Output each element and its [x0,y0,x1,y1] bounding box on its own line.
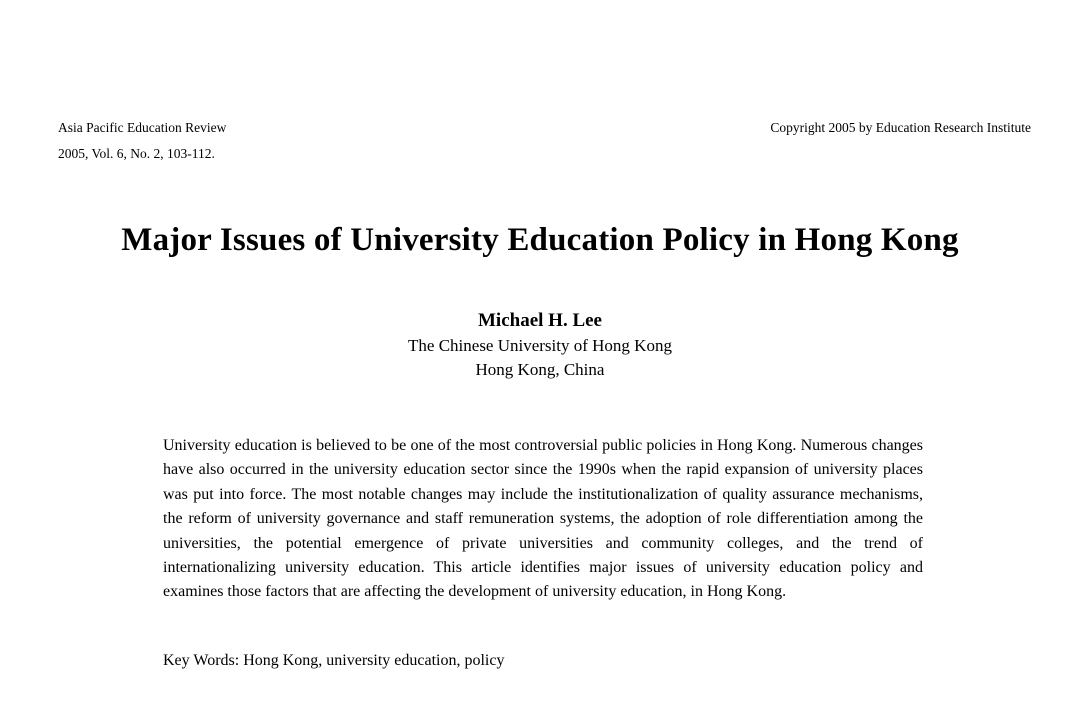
journal-header [58,115,1031,167]
journal-name: Asia Pacific Education Review [58,120,227,135]
journal-issue: 2005, Vol. 6, No. 2, 103-112. [58,146,215,161]
author-block [0,308,1080,382]
abstract-text: University education is believed to be one of the most controversial public policies in Hong Kong. Numerous changes have also occurred in the university education sector since the 1990s when the rapid expansion of university places was put into force. The most notable changes may include the institutionalization of quality assurance mechanisms, the reform of university governance and staff remuneration systems, the adoption of role differentiation among the universities, the potential emergence of private universities and community colleges, and the trend of internationalizing university education. This article identifies major issues of university education policy and examines those factors that are affecting the development of university education, in Hong Kong. [163,437,923,601]
author-affiliation: The Chinese University of Hong Kong [408,336,672,355]
author-name: Michael H. Lee [478,310,602,331]
keywords-line: Key Words: Hong Kong, university education, policy [163,652,505,669]
journal-info [58,115,226,167]
paper-title: Major Issues of University Education Policy in Hong Kong [121,222,959,258]
copyright-notice: Copyright 2005 by Education Research Institute [770,120,1031,135]
author-location: Hong Kong, China [475,360,605,379]
